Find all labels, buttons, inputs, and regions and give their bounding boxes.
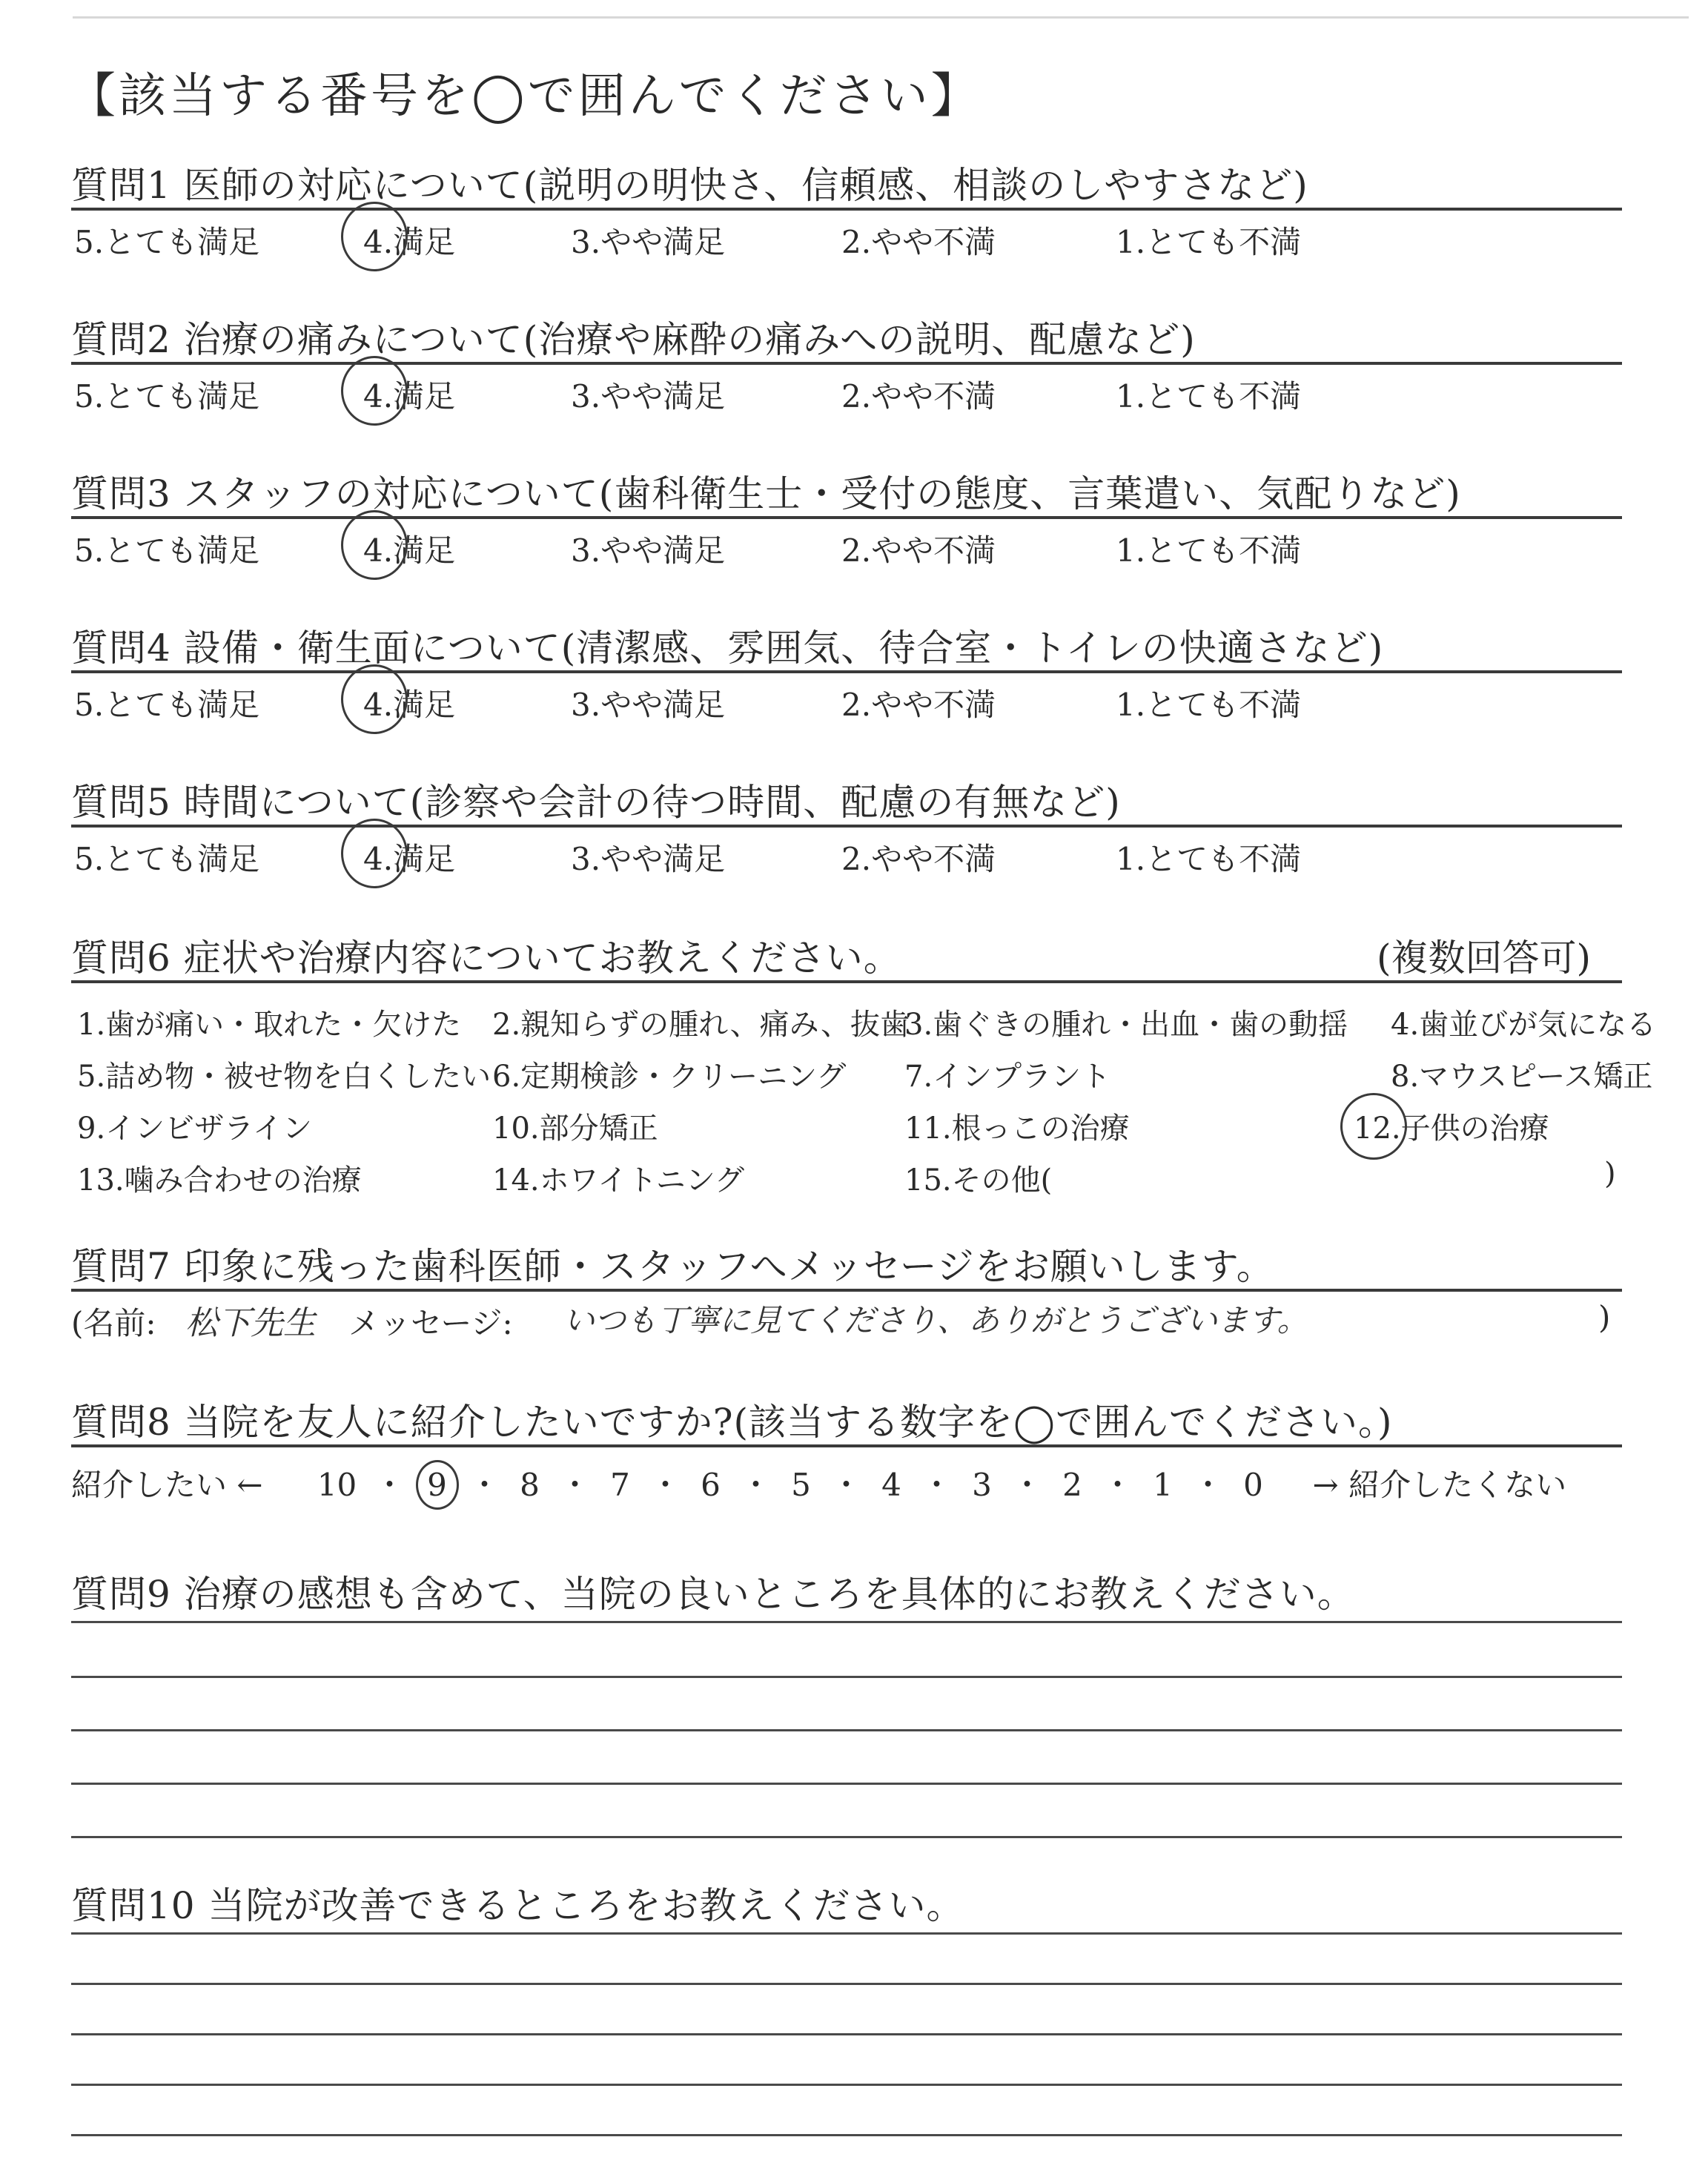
scale-dot: ・ bbox=[1011, 1467, 1043, 1503]
scale-dot: ・ bbox=[740, 1467, 772, 1503]
recommend-score[interactable]: 10 bbox=[317, 1467, 357, 1503]
answer-line bbox=[71, 1983, 1622, 1985]
rating-option[interactable]: 4.満足 bbox=[363, 224, 456, 260]
scale-dot: ・ bbox=[559, 1467, 591, 1503]
selected-circle-mark bbox=[1340, 1093, 1407, 1160]
selected-circle-mark bbox=[341, 664, 408, 734]
name-value[interactable]: 松下先生 bbox=[185, 1304, 316, 1342]
scale-dot: ・ bbox=[1192, 1467, 1224, 1503]
answer-line bbox=[71, 2084, 1622, 2086]
symptom-option[interactable]: 8.マウスピース矯正 bbox=[1391, 1060, 1653, 1094]
rating-option[interactable]: 1.とても不満 bbox=[1116, 687, 1302, 723]
question-2 bbox=[0, 310, 1708, 421]
question-5-rule bbox=[71, 825, 1622, 828]
answer-line bbox=[71, 2033, 1622, 2035]
recommend-score[interactable]: 9 bbox=[416, 1460, 459, 1510]
rating-option[interactable]: 2.やや不満 bbox=[841, 841, 996, 877]
name-label: (名前: bbox=[71, 1305, 156, 1341]
other-close-paren: ) bbox=[1604, 1157, 1616, 1191]
question-10-title: 質問10 当院が改善できるところをお教えください。 bbox=[71, 1884, 964, 1927]
message-close-paren: ) bbox=[1598, 1299, 1611, 1335]
recommend-score[interactable]: 4 bbox=[881, 1467, 901, 1503]
symptom-option[interactable]: 14.ホワイトニング bbox=[492, 1163, 745, 1198]
rating-option[interactable]: 1.とても不満 bbox=[1116, 224, 1302, 260]
scale-dot: ・ bbox=[1102, 1467, 1133, 1503]
question-1-title: 質問1 医師の対応について(説明の明快さ、信頼感、相談のしやすさなど) bbox=[71, 164, 1308, 207]
selected-circle-mark bbox=[341, 819, 408, 888]
rating-option[interactable]: 4.満足 bbox=[363, 532, 456, 569]
recommend-score[interactable]: 3 bbox=[972, 1467, 992, 1503]
recommend-score[interactable]: 8 bbox=[520, 1467, 540, 1503]
recommend-score[interactable]: 6 bbox=[701, 1467, 721, 1503]
recommend-score[interactable]: 7 bbox=[610, 1467, 630, 1503]
rating-option[interactable]: 3.やや満足 bbox=[571, 532, 726, 569]
answer-line bbox=[71, 1932, 1622, 1935]
recommend-left-label: 紹介したい ← bbox=[71, 1467, 263, 1503]
symptom-option[interactable]: 15.その他( bbox=[904, 1163, 1053, 1198]
recommend-right-label: → 紹介したくない bbox=[1312, 1467, 1567, 1503]
answer-line bbox=[71, 1621, 1622, 1623]
answer-line bbox=[71, 1676, 1622, 1678]
question-4-rule bbox=[71, 670, 1622, 673]
message-label: メッセージ: bbox=[348, 1305, 513, 1341]
multiple-answer-note: (複数回答可) bbox=[1376, 937, 1591, 980]
answer-line bbox=[71, 2134, 1622, 2136]
question-5-title: 質問5 時間について(診察や会計の待つ時間、配慮の有無など) bbox=[71, 781, 1121, 824]
question-8-rule bbox=[71, 1444, 1622, 1447]
symptom-option[interactable]: 6.定期検診・クリーニング bbox=[492, 1060, 847, 1094]
answer-line bbox=[71, 1729, 1622, 1731]
scale-dot: ・ bbox=[921, 1467, 953, 1503]
question-4-title: 質問4 設備・衛生面について(清潔感、雰囲気、待合室・トイレの快適さなど) bbox=[71, 627, 1384, 670]
recommend-score[interactable]: 5 bbox=[791, 1467, 811, 1503]
symptom-option[interactable]: 12.子供の治療 bbox=[1354, 1112, 1549, 1146]
question-10 bbox=[0, 1876, 1708, 2158]
question-2-rule bbox=[71, 362, 1622, 365]
rating-option[interactable]: 2.やや不満 bbox=[841, 532, 996, 569]
symptom-option[interactable]: 10.部分矯正 bbox=[492, 1112, 658, 1146]
question-7-rule bbox=[71, 1289, 1622, 1292]
recommend-scale bbox=[71, 1461, 1566, 1505]
question-6-rule bbox=[71, 980, 1622, 983]
question-8-title: 質問8 当院を友人に紹介したいですか?(該当する数字を◯で囲んでください。) bbox=[71, 1401, 1393, 1444]
question-9-title: 質問9 治療の感想も含めて、当院の良いところを具体的にお教えください。 bbox=[71, 1573, 1355, 1616]
question-6-options bbox=[0, 994, 1708, 1216]
rating-option[interactable]: 3.やや満足 bbox=[571, 687, 726, 723]
message-value[interactable]: いつも丁寧に見てくださり、ありがとうございます。 bbox=[563, 1302, 1308, 1338]
recommend-score[interactable]: 1 bbox=[1153, 1467, 1173, 1503]
selected-circle-mark bbox=[341, 510, 408, 580]
rating-option[interactable]: 5.とても満足 bbox=[74, 532, 260, 569]
question-5 bbox=[0, 773, 1708, 884]
symptom-option[interactable]: 4.歯並びが気になる bbox=[1391, 1008, 1657, 1042]
rating-option[interactable]: 4.満足 bbox=[363, 378, 456, 415]
question-7 bbox=[0, 1237, 1708, 1348]
top-border bbox=[73, 16, 1689, 19]
answer-line bbox=[71, 1783, 1622, 1785]
question-6-title: 質問6 症状や治療内容についてお教えください。 bbox=[71, 937, 901, 980]
rating-option[interactable]: 3.やや満足 bbox=[571, 841, 726, 877]
rating-option[interactable]: 4.満足 bbox=[363, 687, 456, 723]
rating-option[interactable]: 5.とても満足 bbox=[74, 378, 260, 415]
rating-option[interactable]: 1.とても不満 bbox=[1116, 532, 1302, 569]
symptom-option[interactable]: 1.歯が痛い・取れた・欠けた bbox=[77, 1008, 462, 1042]
rating-option[interactable]: 5.とても満足 bbox=[74, 687, 260, 723]
rating-option[interactable]: 2.やや不満 bbox=[841, 687, 996, 723]
rating-option[interactable]: 5.とても満足 bbox=[74, 224, 260, 260]
rating-option[interactable]: 2.やや不満 bbox=[841, 378, 996, 415]
scale-dot: ・ bbox=[649, 1467, 681, 1503]
question-1-rule bbox=[71, 208, 1622, 211]
symptom-option[interactable]: 7.インプラント bbox=[904, 1060, 1111, 1094]
rating-option[interactable]: 1.とても不満 bbox=[1116, 378, 1302, 415]
rating-option[interactable]: 4.満足 bbox=[363, 841, 456, 877]
question-3-title: 質問3 スタッフの対応について(歯科衛生士・受付の態度、言葉遣い、気配りなど) bbox=[71, 472, 1461, 515]
symptom-option[interactable]: 9.インビザライン bbox=[77, 1112, 312, 1146]
recommend-score[interactable]: 2 bbox=[1062, 1467, 1082, 1503]
question-3 bbox=[0, 464, 1708, 575]
rating-option[interactable]: 1.とても不満 bbox=[1116, 841, 1302, 877]
selected-circle-mark bbox=[341, 356, 408, 426]
symptom-option[interactable]: 5.詰め物・被せ物を白くしたい bbox=[77, 1060, 491, 1094]
rating-option[interactable]: 2.やや不満 bbox=[841, 224, 996, 260]
symptom-option[interactable]: 11.根っこの治療 bbox=[904, 1112, 1130, 1146]
symptom-option[interactable]: 13.噛み合わせの治療 bbox=[77, 1163, 362, 1198]
question-7-title: 質問7 印象に残った歯科医師・スタッフへメッセージをお願いします。 bbox=[71, 1245, 1274, 1288]
scale-dot: ・ bbox=[830, 1467, 862, 1503]
question-4 bbox=[0, 618, 1708, 730]
symptom-option[interactable]: 2.親知らずの腫れ、痛み、抜歯 bbox=[492, 1008, 910, 1042]
rating-option[interactable]: 3.やや満足 bbox=[571, 378, 726, 415]
scale-dot: ・ bbox=[469, 1467, 500, 1503]
scale-dot: ・ bbox=[374, 1467, 406, 1503]
question-3-rule bbox=[71, 516, 1622, 519]
symptom-option[interactable]: 3.歯ぐきの腫れ・出血・歯の動揺 bbox=[904, 1008, 1348, 1042]
question-2-title: 質問2 治療の痛みについて(治療や麻酔の痛みへの説明、配慮など) bbox=[71, 318, 1196, 361]
question-9 bbox=[0, 1565, 1708, 1861]
question-1 bbox=[0, 156, 1708, 267]
rating-option[interactable]: 5.とても満足 bbox=[74, 841, 260, 877]
recommend-score[interactable]: 0 bbox=[1243, 1467, 1263, 1503]
instruction-heading: 【該当する番号を◯で囲んでください】 bbox=[68, 69, 982, 124]
answer-line bbox=[71, 1836, 1622, 1838]
rating-option[interactable]: 3.やや満足 bbox=[571, 224, 726, 260]
selected-circle-mark bbox=[341, 202, 408, 271]
